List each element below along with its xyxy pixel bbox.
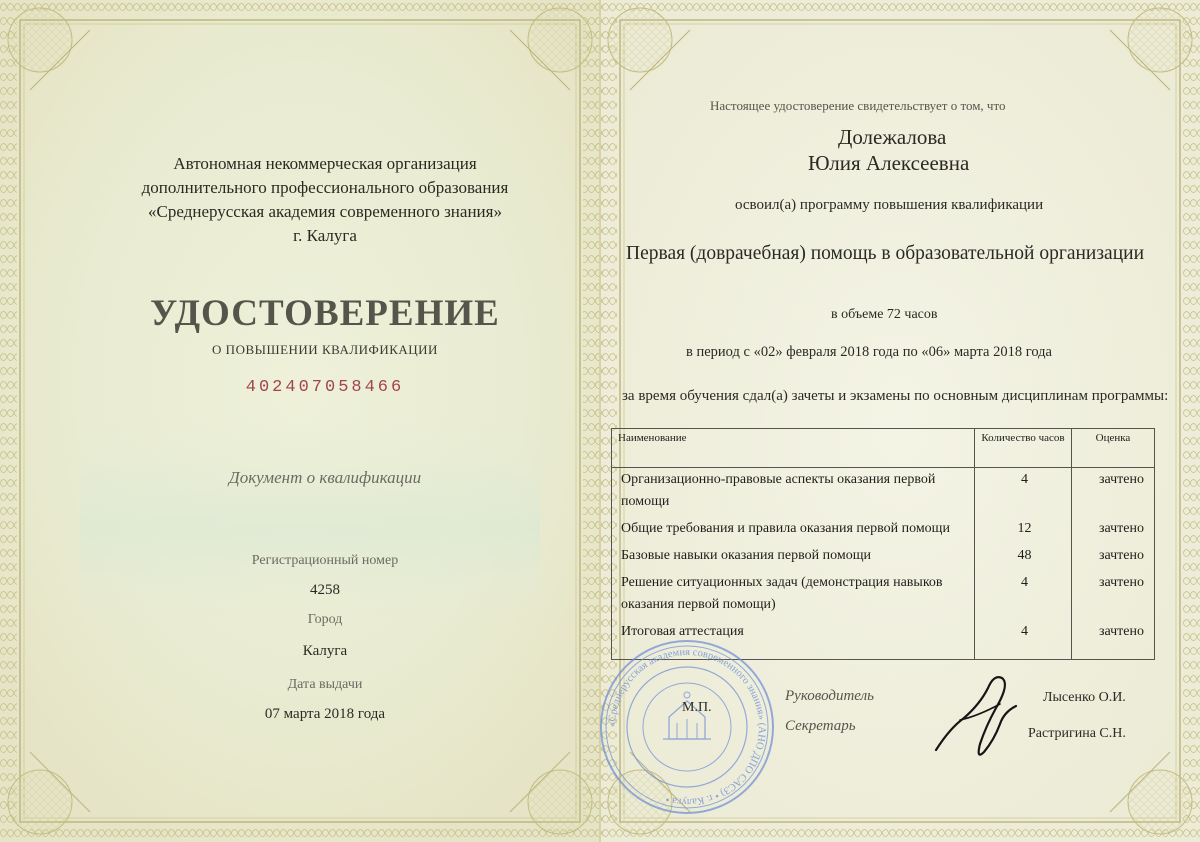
organization-name <box>40 152 610 248</box>
discipline-hours: 48 <box>975 544 1072 571</box>
table-row <box>612 517 1155 544</box>
certificate-title: УДОСТОВЕРЕНИЕ <box>150 293 500 334</box>
org-city: г. Калуга <box>293 226 357 245</box>
certificate-intro: Настоящее удостоверение свидетельствует о том, что <box>710 98 1006 113</box>
header-grade: Оценка <box>1072 429 1155 468</box>
program-name: Первая (доврачебная) помощь в образовательной организации <box>626 243 1145 264</box>
discipline-hours: 4 <box>975 468 1072 518</box>
study-period: в период с «02» февраля 2018 года по «06» марта 2018 года <box>686 344 1052 360</box>
table-row <box>612 468 1155 518</box>
stamp-mark: М.П. <box>682 700 712 715</box>
table-row <box>612 571 1155 620</box>
header-hours: Количество часов <box>975 429 1072 468</box>
header-name: Наименование <box>612 429 975 468</box>
discipline-hours: 4 <box>975 620 1072 660</box>
city-value: Калуга <box>302 643 348 659</box>
discipline-hours: 4 <box>975 571 1072 620</box>
discipline-grade: зачтено <box>1072 571 1155 620</box>
discipline-name: Решение ситуационных задач (демонстрация навыков оказания первой помощи) <box>612 571 975 620</box>
program-volume: в объеме 72 часов <box>831 307 938 322</box>
certificate-subtitle: О ПОВЫШЕНИИ КВАЛИФИКАЦИИ <box>212 342 438 357</box>
secretary-name: Растригина С.Н. <box>1028 726 1126 741</box>
table-header-row <box>612 429 1155 468</box>
city-label: Город <box>307 612 343 627</box>
discipline-grade: зачтено <box>1072 620 1155 660</box>
discipline-grade: зачтено <box>1072 517 1155 544</box>
org-line: «Среднерусская академия современного знания» <box>148 202 502 221</box>
registration-number-value: 4258 <box>310 582 340 598</box>
director-role: Руководитель <box>785 688 874 704</box>
holder-first-middle-name: Юлия Алексеевна <box>808 151 970 175</box>
org-line: дополнительного профессионального образования <box>141 178 509 197</box>
discipline-name: Общие требования и правила оказания первой помощи <box>612 517 975 544</box>
exams-statement: за время обучения сдал(а) зачеты и экзамены по основным дисциплинам программы: <box>622 388 1169 404</box>
stamp-text: «Среднерусская академия современного знания» (АНО ДПО САСЗ) • г. Калуга • <box>606 646 768 808</box>
handwritten-signature <box>930 668 1030 768</box>
certificate-number: 402407058466 <box>245 378 405 397</box>
organization-stamp <box>597 637 777 817</box>
issue-date-label: Дата выдачи <box>287 677 363 692</box>
registration-number-label: Регистрационный номер <box>251 553 399 568</box>
discipline-name: Базовые навыки оказания первой помощи <box>612 544 975 571</box>
mastered-statement: освоил(а) программу повышения квалификации <box>735 197 1044 213</box>
discipline-name: Организационно-правовые аспекты оказания первой помощи <box>612 468 975 518</box>
discipline-grade: зачтено <box>1072 544 1155 571</box>
discipline-grade: зачтено <box>1072 468 1155 518</box>
discipline-name: Итоговая аттестация <box>612 620 975 660</box>
issue-date-value: 07 марта 2018 года <box>264 706 386 722</box>
director-name: Лысенко О.И. <box>1043 690 1126 705</box>
document-kind: Документ о квалификации <box>228 468 422 487</box>
org-line: Автономная некоммерческая организация <box>173 154 477 173</box>
discipline-hours: 12 <box>975 517 1072 544</box>
secretary-role: Секретарь <box>785 718 856 734</box>
holder-last-name: Долежалова <box>838 125 947 149</box>
disciplines-table <box>611 428 1155 660</box>
table-row <box>612 544 1155 571</box>
